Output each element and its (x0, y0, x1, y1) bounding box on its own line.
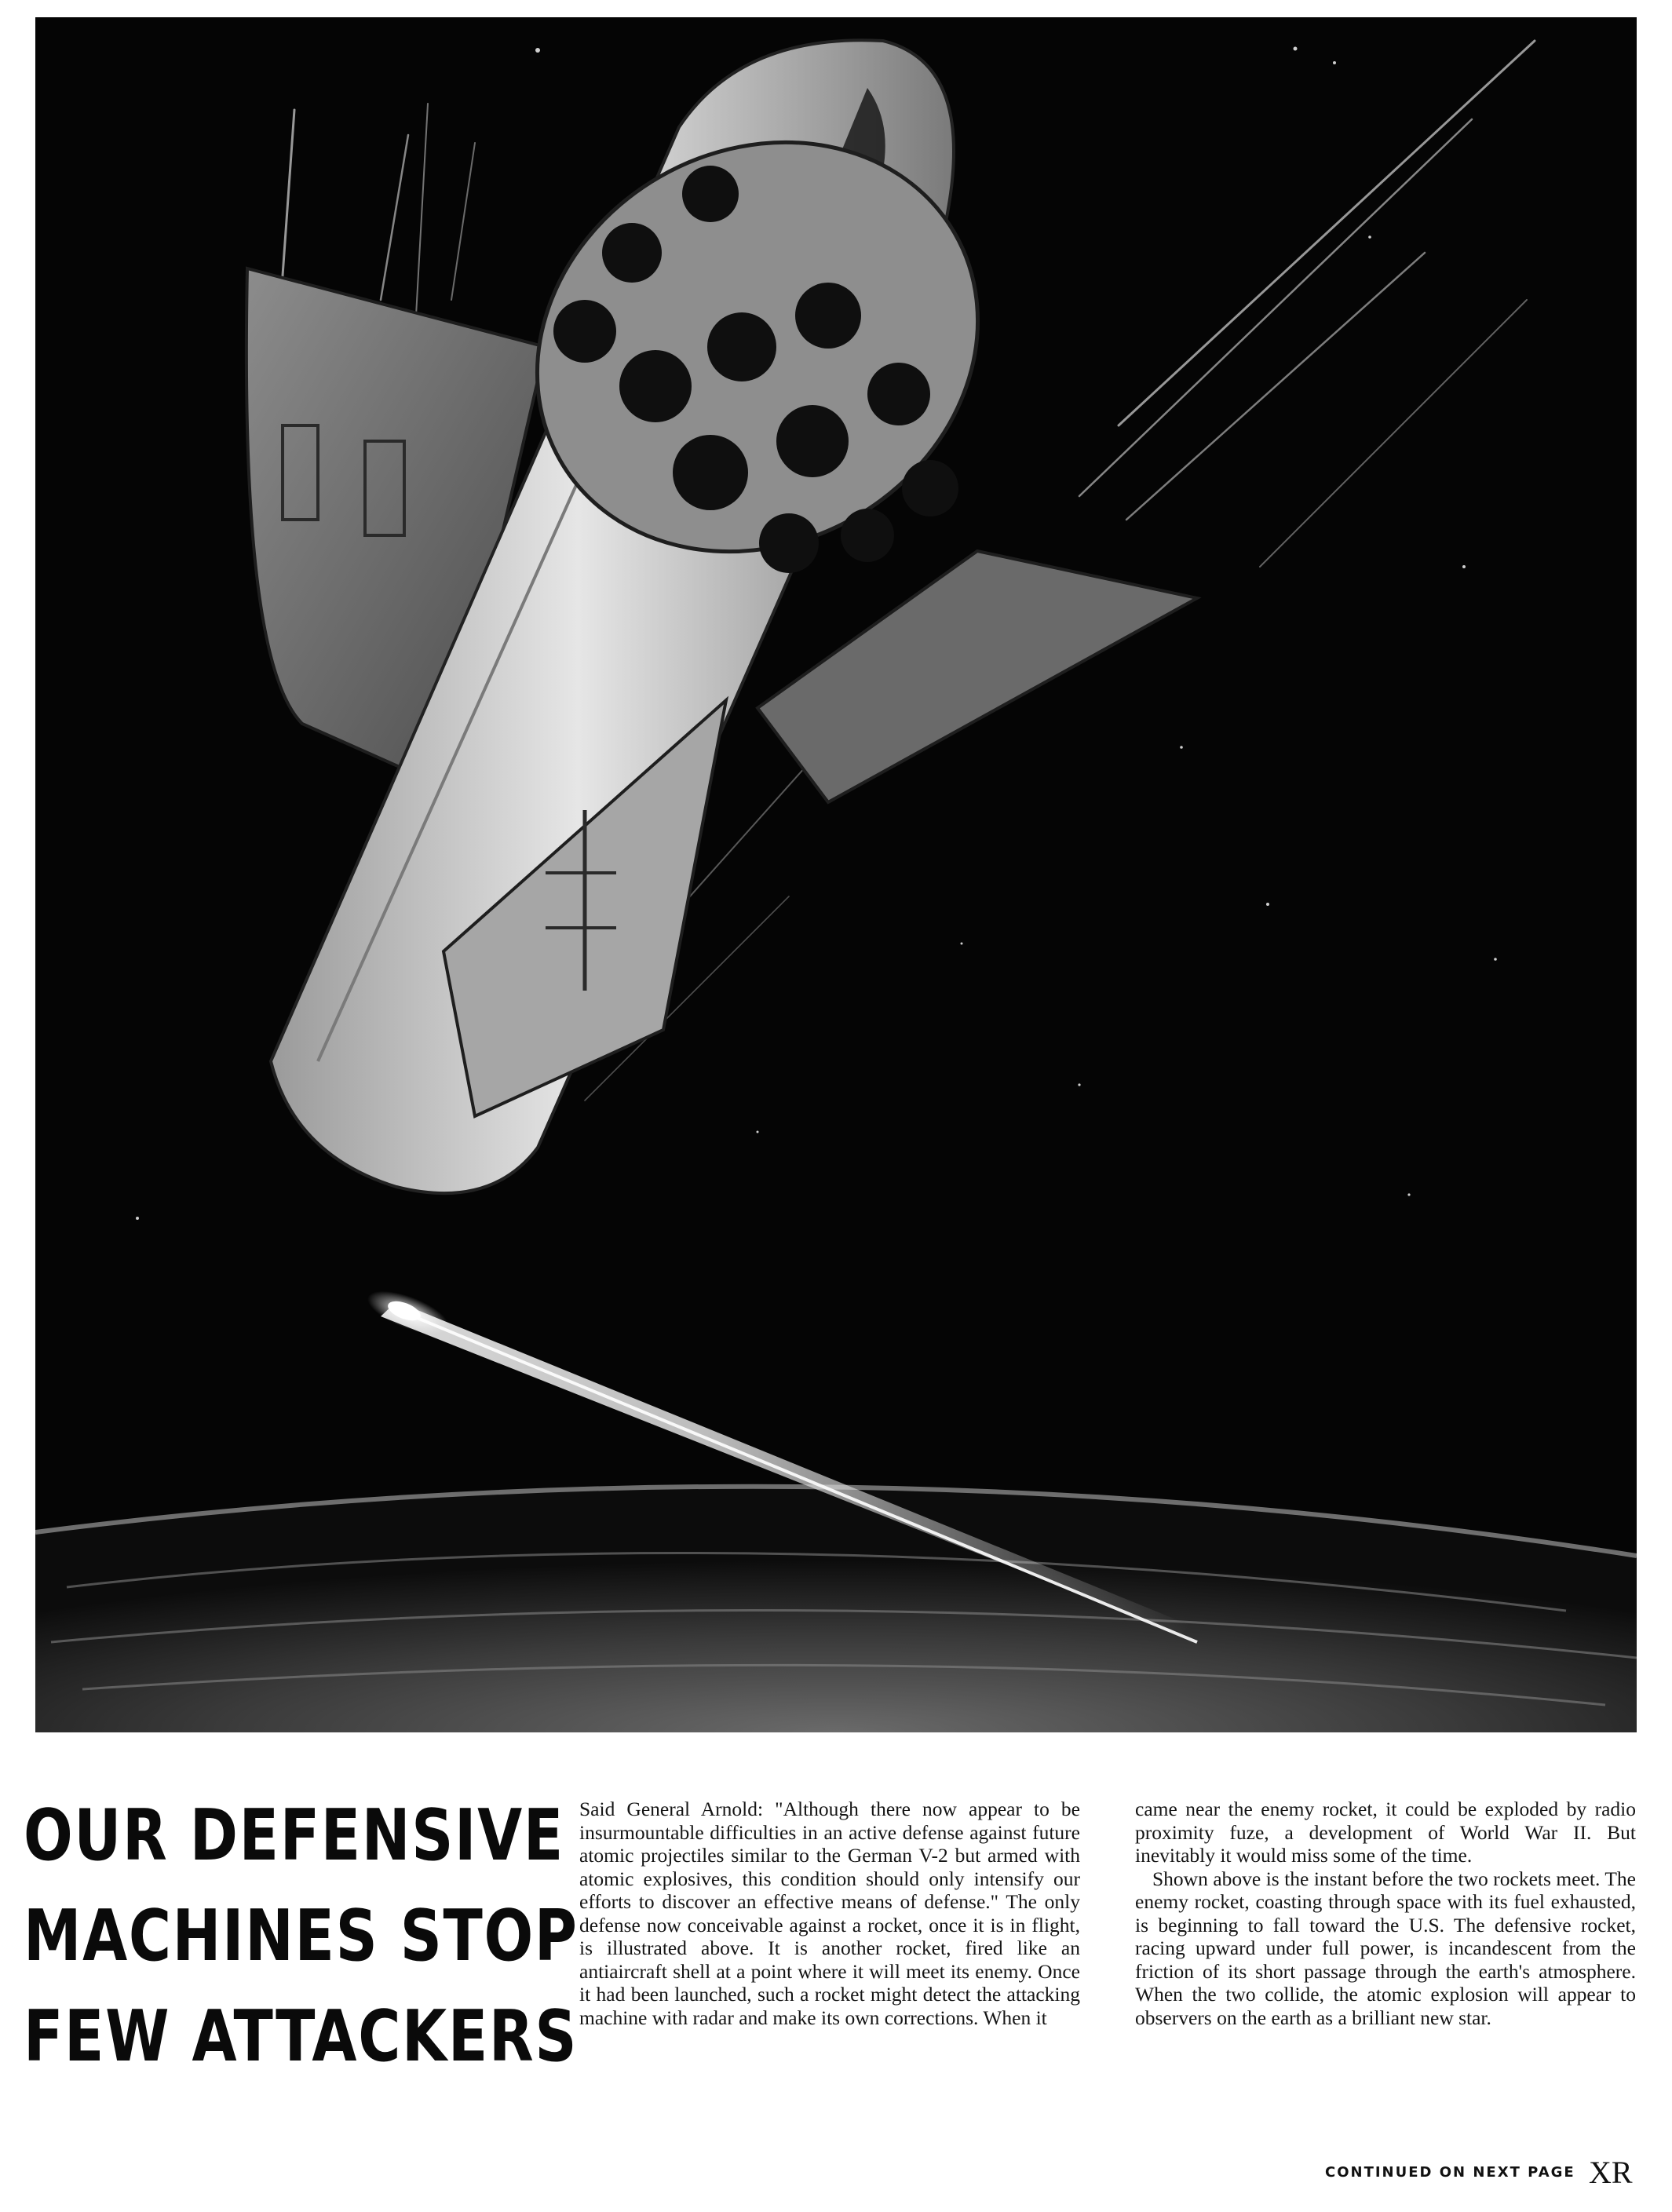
article-column-1 (579, 1798, 1080, 2029)
article-paragraph: Said General Arnold: "Although there now appear to be insurmountable difficulties in an active defense against future atomic projectiles similar to the German V-2 but armed with atomic explosives, this condition should only intensify our efforts to discover an effective means of defense." The only defense now conceivable against a rocket, once it is in flight, is illustrated above. It is another rocket, fired like an antiaircraft shell at a point where it will meet its enemy. Once it had been launched, such a rocket might detect the attacking machine with radar and make its own corrections. When it (579, 1798, 1080, 2029)
headline (24, 1786, 579, 2087)
headline-line-1: OUR DEFENSIVE (24, 1794, 564, 1877)
continued-on-next-page: CONTINUED ON NEXT PAGE (1325, 2164, 1575, 2181)
article-paragraph: came near the enemy rocket, it could be exploded by radio proximity fuze, a development of World War II. But inevitably it would miss some of the time. (1135, 1798, 1636, 1867)
headline-line-2: MACHINES STOP (24, 1895, 579, 1977)
rocket-illustration (35, 17, 1637, 1732)
article-column-2 (1135, 1798, 1636, 2029)
headline-line-3: FEW ATTACKERS (24, 1995, 579, 2078)
page-folio: XR (1589, 2155, 1633, 2190)
article-paragraph: Shown above is the instant before the two rockets meet. The enemy rocket, coasting through space with its fuel exhausted, is beginning to fall toward the U.S. The defensive rocket, racing upward under full power, is incandescent from the friction of its short passage through the earth's atmosphere. When the two collide, the atomic explosion will appear to observers on the earth as a brilliant new star. (1135, 1867, 1636, 2029)
rocket-interception-illustration-icon (35, 17, 1637, 1732)
